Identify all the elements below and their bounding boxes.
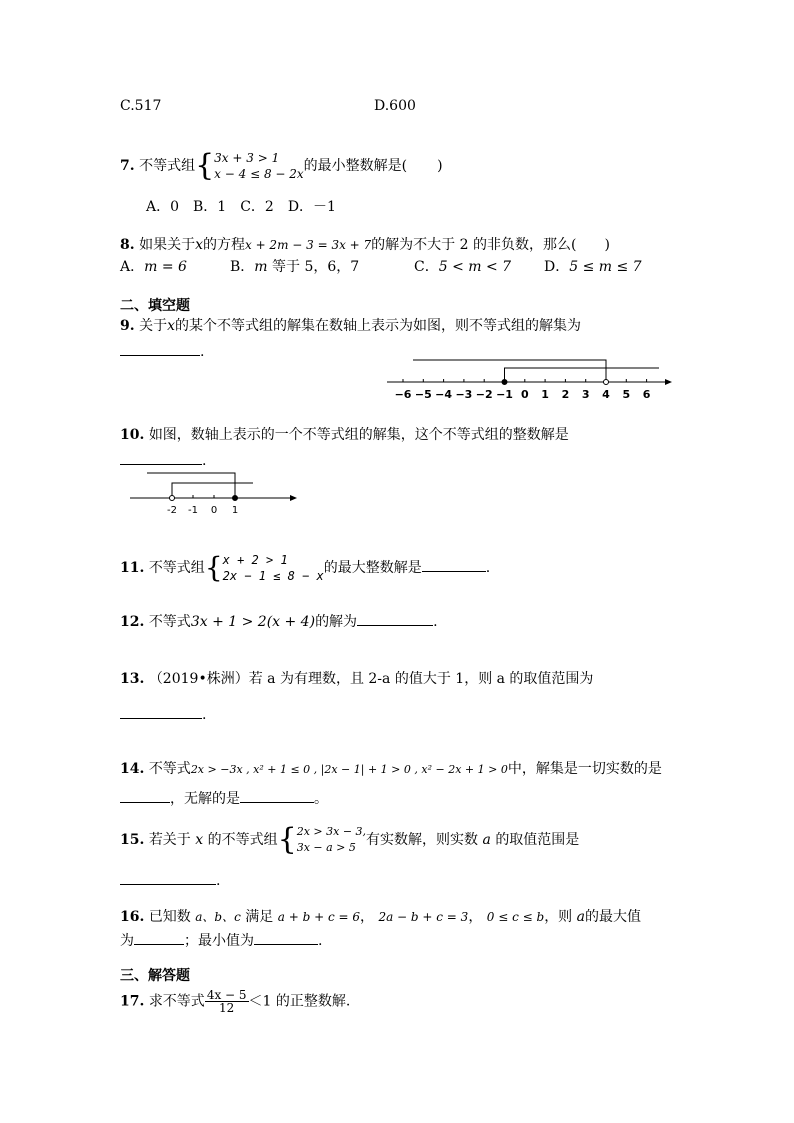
tick-label: −3: [455, 388, 473, 401]
question-text: （2019•株洲）若 a 为有理数，且 2-a 的值大于 1，则 a 的取值范围为: [148, 671, 594, 687]
question-text: 不等式: [148, 761, 191, 777]
question-text: ，则: [544, 909, 573, 925]
inequality-system: [223, 552, 324, 584]
q15-answer-line[interactable]: [120, 870, 220, 888]
question-text: 不等式: [148, 614, 191, 630]
period: .: [485, 560, 491, 576]
variable: x: [167, 318, 175, 334]
question-text: 中，解集是一切实数的是: [507, 761, 662, 777]
tick-label: −6: [394, 388, 412, 401]
q9-answer-line[interactable]: [120, 341, 204, 359]
option-math: 5 < m < 7: [438, 259, 512, 275]
question-text: 如图，数轴上表示的一个不等式组的解集，这个不等式组的整数解是: [148, 427, 569, 443]
question-text: 的最大值: [585, 909, 641, 925]
tick-label: 0: [210, 505, 218, 516]
period: .: [318, 933, 323, 949]
period: .: [433, 614, 438, 630]
option-label: A．: [120, 259, 145, 275]
question-number: 9.: [120, 318, 135, 334]
axis-arrow: [665, 379, 672, 385]
q8-option-b: [230, 260, 359, 274]
solution-ray-left: [147, 473, 235, 498]
system-line: 3x + 3 > 1: [214, 151, 280, 165]
system-line: 3x − a > 5: [296, 841, 356, 854]
system-line: x − 4 ≤ 8 − 2x: [214, 167, 304, 181]
question-number: 17.: [120, 993, 145, 1010]
paren-close: ): [604, 237, 610, 253]
question-text: 的最小整数解是(: [303, 158, 408, 174]
question-number: 11.: [120, 560, 145, 576]
variable: x: [195, 237, 203, 253]
fraction-numerator: 4x − 5: [206, 988, 247, 1002]
question-text: 的某个不等式组的解集在数轴上表示为如图，则不等式组的解集为: [174, 318, 581, 334]
solution-ray-right: [505, 368, 660, 382]
question-text: 满足: [245, 909, 274, 925]
tick-label: 3: [581, 388, 590, 401]
answer-blank[interactable]: [120, 788, 170, 803]
question-16: 16. 已知数 a、b、c 满足 a + b + c = 6， 2a − b + c = 3， 0 ≤ c ≤ b，则 a的最大值: [120, 909, 641, 925]
section-heading-fill-blank: 二、填空题: [120, 298, 190, 314]
tick-label: 5: [622, 388, 631, 401]
question-number: 14.: [120, 761, 145, 777]
equation: 2a − b + c = 3: [378, 910, 469, 924]
equation: x + 2m − 3 = 3x + 7: [244, 238, 372, 252]
period: .: [202, 453, 207, 469]
period: .: [200, 344, 205, 360]
q6-option-c: C.517: [120, 98, 162, 114]
open-point: [170, 496, 175, 501]
inequalities: 2x > −3x , x² + 1 ≤ 0 , |2x − 1| + 1 > 0 , x² − 2x + 1 > 0: [190, 763, 508, 776]
q16-answer-line: [120, 930, 322, 948]
question-text: 的取值范围是: [495, 832, 580, 848]
question-10: [120, 428, 569, 442]
q6-option-d: D.600: [374, 98, 416, 114]
option-text: 等于 5，6，7: [272, 259, 360, 275]
brace: {: [277, 822, 297, 857]
question-text: 为: [120, 933, 134, 949]
answer-blank[interactable]: [134, 930, 184, 945]
period: .: [202, 707, 207, 723]
period: 。: [314, 791, 328, 807]
section-heading-solutions: 三、解答题: [120, 968, 190, 984]
inequality: 3x + 1 > 2(x + 4): [190, 614, 316, 630]
solution-ray-right: [172, 483, 253, 498]
tick-label: −1: [496, 388, 513, 401]
question-text: 关于: [139, 318, 168, 334]
tick-label: −4: [435, 388, 453, 401]
option-label: C．: [414, 259, 439, 275]
tick-label: 1: [541, 388, 549, 401]
question-13: [120, 672, 593, 686]
tick-label: -2: [167, 505, 177, 516]
q9-number-line: [385, 352, 680, 402]
question-text: ；最小值为: [184, 933, 254, 949]
question-number: 13.: [120, 671, 145, 687]
question-number: 12.: [120, 614, 145, 630]
variable: a: [482, 832, 491, 848]
inequality-system: [214, 150, 304, 182]
question-9: [120, 319, 581, 333]
tick-label: −5: [414, 388, 432, 401]
answer-blank[interactable]: [240, 788, 314, 803]
fraction-denominator: 12: [219, 1001, 235, 1015]
q8-option-c: [414, 260, 511, 274]
answer-blank[interactable]: [422, 558, 486, 572]
tick-label: 1: [231, 505, 239, 516]
question-text: 如果关于: [139, 237, 196, 253]
inequality: 0 ≤ c ≤ b: [486, 910, 545, 924]
option-math: m = 6: [144, 259, 187, 275]
option-math: 5 ≤ m ≤ 7: [569, 259, 642, 275]
question-text: 不等式组: [148, 560, 205, 576]
question-number: 10.: [120, 427, 145, 443]
system-line: 2x − 1 ≤ 8 − x: [222, 569, 324, 583]
question-17: [120, 989, 350, 1014]
tick-label: 0: [520, 388, 529, 401]
system-line: x + 2 > 1: [222, 553, 288, 567]
question-text: ，无解的是: [170, 791, 240, 807]
question-number: 16.: [120, 909, 145, 925]
tick-label: −2: [475, 388, 493, 401]
q8-option-d: [544, 260, 642, 274]
question-number: 15.: [120, 832, 145, 848]
question-12: [120, 612, 438, 629]
question-text: 的不等式组: [207, 832, 278, 848]
question-text: 的解为不大于 2 的非负数，那么(: [371, 237, 577, 253]
q13-answer-line[interactable]: [120, 704, 206, 722]
q7-options: A．0 B．1 C．2 D．－1: [146, 199, 336, 215]
question-text: 求不等式: [148, 993, 205, 1010]
period: .: [216, 873, 221, 889]
question-number: 8.: [120, 237, 135, 253]
answer-blank[interactable]: [254, 930, 318, 945]
closed-point: [233, 496, 238, 501]
tick-label: 6: [642, 388, 651, 401]
question-text: 若关于: [148, 832, 191, 848]
option-math: m: [254, 259, 268, 275]
tick-label: -1: [188, 505, 198, 516]
question-11: [120, 552, 490, 584]
fraction: [205, 989, 249, 1014]
variable: x: [195, 832, 204, 848]
answer-blank[interactable]: [357, 612, 433, 626]
q10-number-line: [125, 466, 305, 518]
question-text: 有实数解，则实数: [366, 832, 479, 848]
question-text: 的解为: [315, 614, 358, 630]
question-text: 的最大整数解是: [323, 560, 422, 576]
paren-close: ): [437, 158, 443, 174]
variables: a、b、c: [195, 910, 241, 924]
brace: {: [195, 148, 215, 183]
system-line: 2x > 3x − 3,: [296, 825, 367, 838]
question-text: 的方程: [202, 237, 245, 253]
brace: {: [204, 551, 223, 584]
open-point: [604, 380, 609, 385]
tick-label: 4: [602, 388, 610, 401]
question-number: 7.: [120, 158, 135, 174]
q14-answer-line: [120, 788, 328, 806]
question-7: [120, 150, 443, 182]
axis-arrow: [290, 495, 297, 501]
question-text: 已知数: [148, 909, 191, 925]
option-label: D．: [544, 259, 570, 275]
equation: a + b + c = 6: [277, 910, 360, 924]
question-15: [120, 824, 579, 856]
question-text: ＜1 的正整数解.: [248, 993, 351, 1010]
question-text: 不等式组: [139, 158, 196, 174]
variable: a: [576, 909, 585, 925]
tick-label: 2: [561, 388, 570, 401]
option-label: B．: [230, 259, 255, 275]
question-14: [120, 762, 662, 776]
inequality-system: [297, 824, 366, 856]
closed-point: [502, 380, 507, 385]
solution-ray-left: [413, 360, 606, 382]
question-8: [120, 238, 610, 252]
q8-option-a: [120, 260, 187, 274]
